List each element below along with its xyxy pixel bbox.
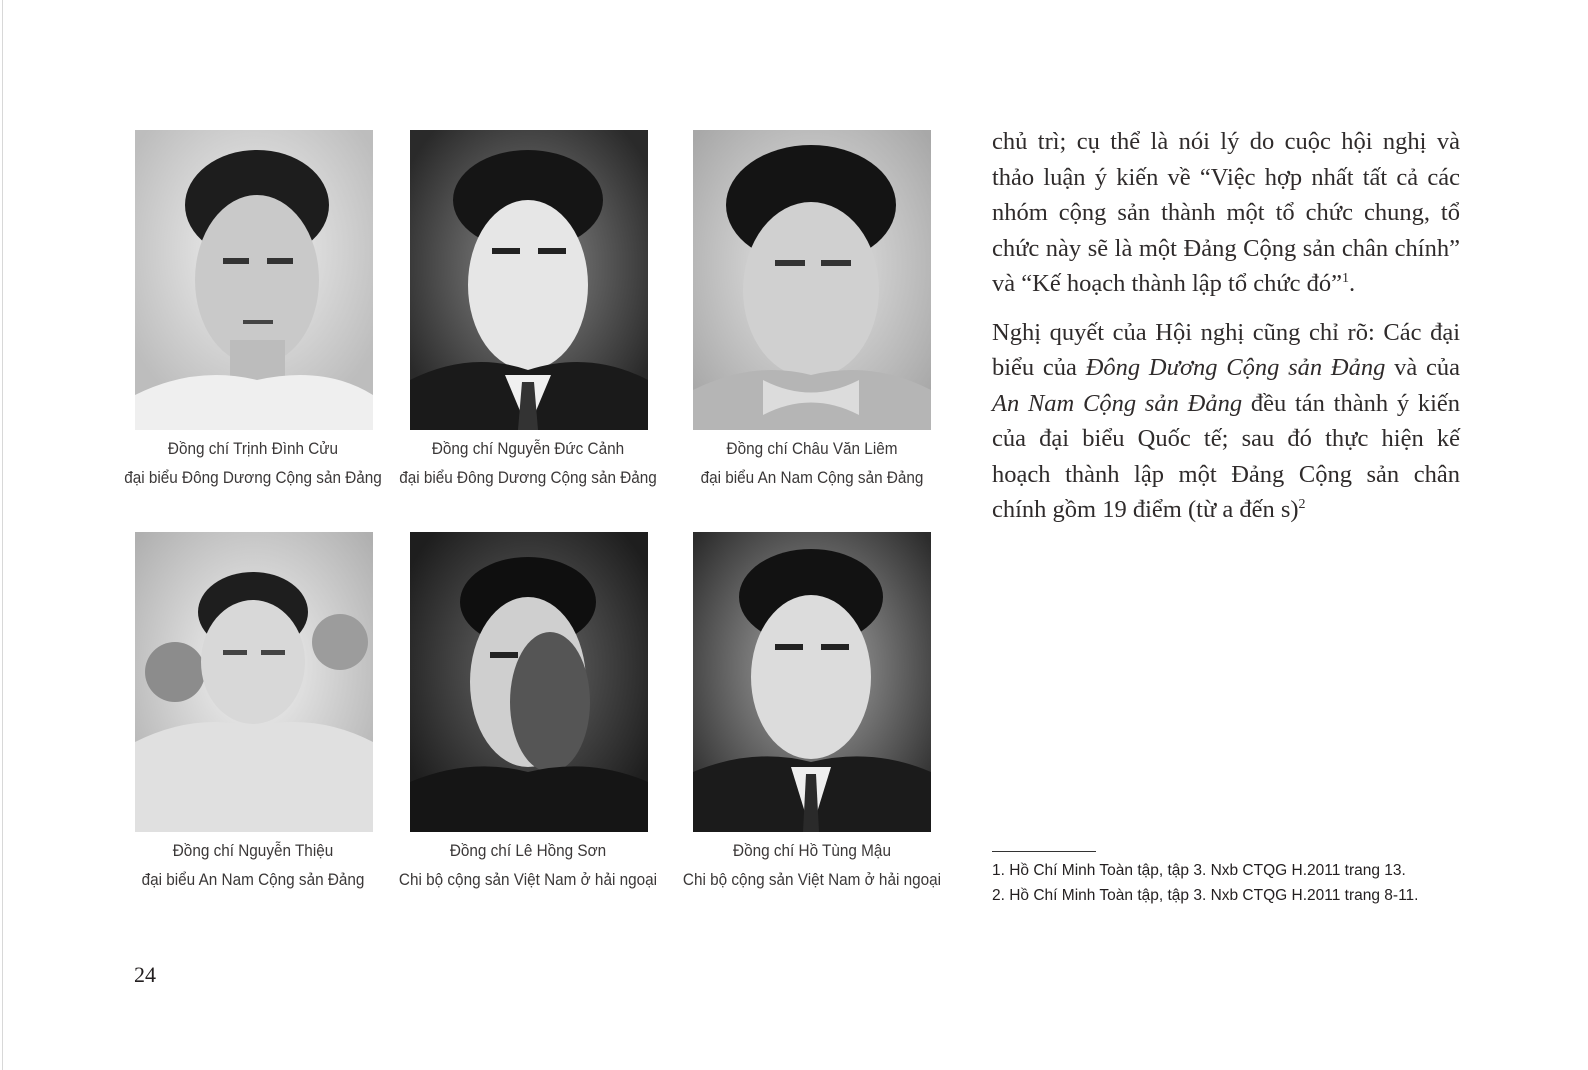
caption-role: đại biểu An Nam Cộng sản Đảng: [700, 468, 924, 487]
footnote-divider: [992, 851, 1096, 852]
page-edge-line: [2, 0, 3, 1070]
caption-name: Đồng chí Lê Hồng Sơn: [449, 841, 607, 860]
italic-party-name: An Nam Cộng sản Đảng: [992, 389, 1243, 417]
caption-name: Đồng chí Châu Văn Liêm: [726, 439, 898, 458]
footnote-ref[interactable]: 1: [1342, 271, 1350, 286]
portrait-caption: [393, 836, 663, 894]
footnote-item: 2. Hồ Chí Minh Toàn tập, tập 3. Nxb CTQG H.2011 trang 8-11.: [992, 887, 1419, 904]
portrait-caption: [677, 434, 947, 492]
portrait-photo-nguyen-duc-canh: [410, 130, 648, 430]
portrait-caption: [677, 836, 947, 894]
portrait-caption: [393, 434, 663, 492]
portrait-photo-nguyen-thieu: [135, 532, 373, 832]
paragraph-text: chủ trì; cụ thể là nói lý do cuộc hội nghị và thảo luận ý kiến về “Việc hợp nhất tất cả các nhóm cộng sản thành một tổ chức chung, tổ chức này sẽ là một Đảng Cộng sản chân chính” và “Kế hoạch thành lập tổ chức đó”: [992, 128, 1460, 297]
footnotes: [992, 858, 1512, 908]
paragraph: [992, 315, 1460, 528]
caption-role: đại biểu Đông Dương Cộng sản Đảng: [124, 468, 382, 487]
portrait-photo-trinh-dinh-cuu: [135, 130, 373, 430]
caption-name: Đồng chí Hồ Tùng Mậu: [733, 841, 891, 860]
footnote-item: 1. Hồ Chí Minh Toàn tập, tập 3. Nxb CTQG H.2011 trang 13.: [992, 862, 1406, 879]
caption-name: Đồng chí Trịnh Đình Cửu: [167, 439, 339, 458]
paragraph-text: và của: [1385, 354, 1460, 381]
page-number: 24: [134, 962, 156, 987]
portrait-photo-le-hong-son: [410, 532, 648, 832]
body-text: [992, 124, 1460, 541]
caption-role: đại biểu An Nam Cộng sản Đảng: [141, 870, 365, 889]
paragraph-text: Nghị quyết của Hội nghị cũng chỉ rõ: Các đại biểu của: [992, 318, 1460, 381]
caption-name: Đồng chí Nguyễn Thiệu: [172, 841, 334, 860]
caption-role: đại biểu Đông Dương Cộng sản Đảng: [399, 468, 657, 487]
footnote-ref[interactable]: 2: [1298, 497, 1306, 512]
portrait-photo-chau-van-liem: [693, 130, 931, 430]
portrait-photo-ho-tung-mau: [693, 532, 931, 832]
paragraph: [992, 124, 1460, 302]
caption-role: Chi bộ cộng sản Việt Nam ở hải ngoại: [682, 870, 942, 889]
caption-name: Đồng chí Nguyễn Đức Cảnh: [431, 439, 625, 458]
caption-role: Chi bộ cộng sản Việt Nam ở hải ngoại: [398, 870, 658, 889]
paragraph-text: đều tán thành ý kiến của đại biểu Quốc tế; sau đó thực hiện kế hoạch thành lập một Đảng Cộng sản chân chính gồm 19 điểm (từ a đến s): [992, 389, 1460, 523]
portrait-caption: [118, 836, 388, 894]
paragraph-end: .: [1349, 270, 1356, 297]
italic-party-name: Đông Dương Cộng sản Đảng: [1085, 354, 1386, 381]
portrait-caption: [118, 434, 388, 492]
